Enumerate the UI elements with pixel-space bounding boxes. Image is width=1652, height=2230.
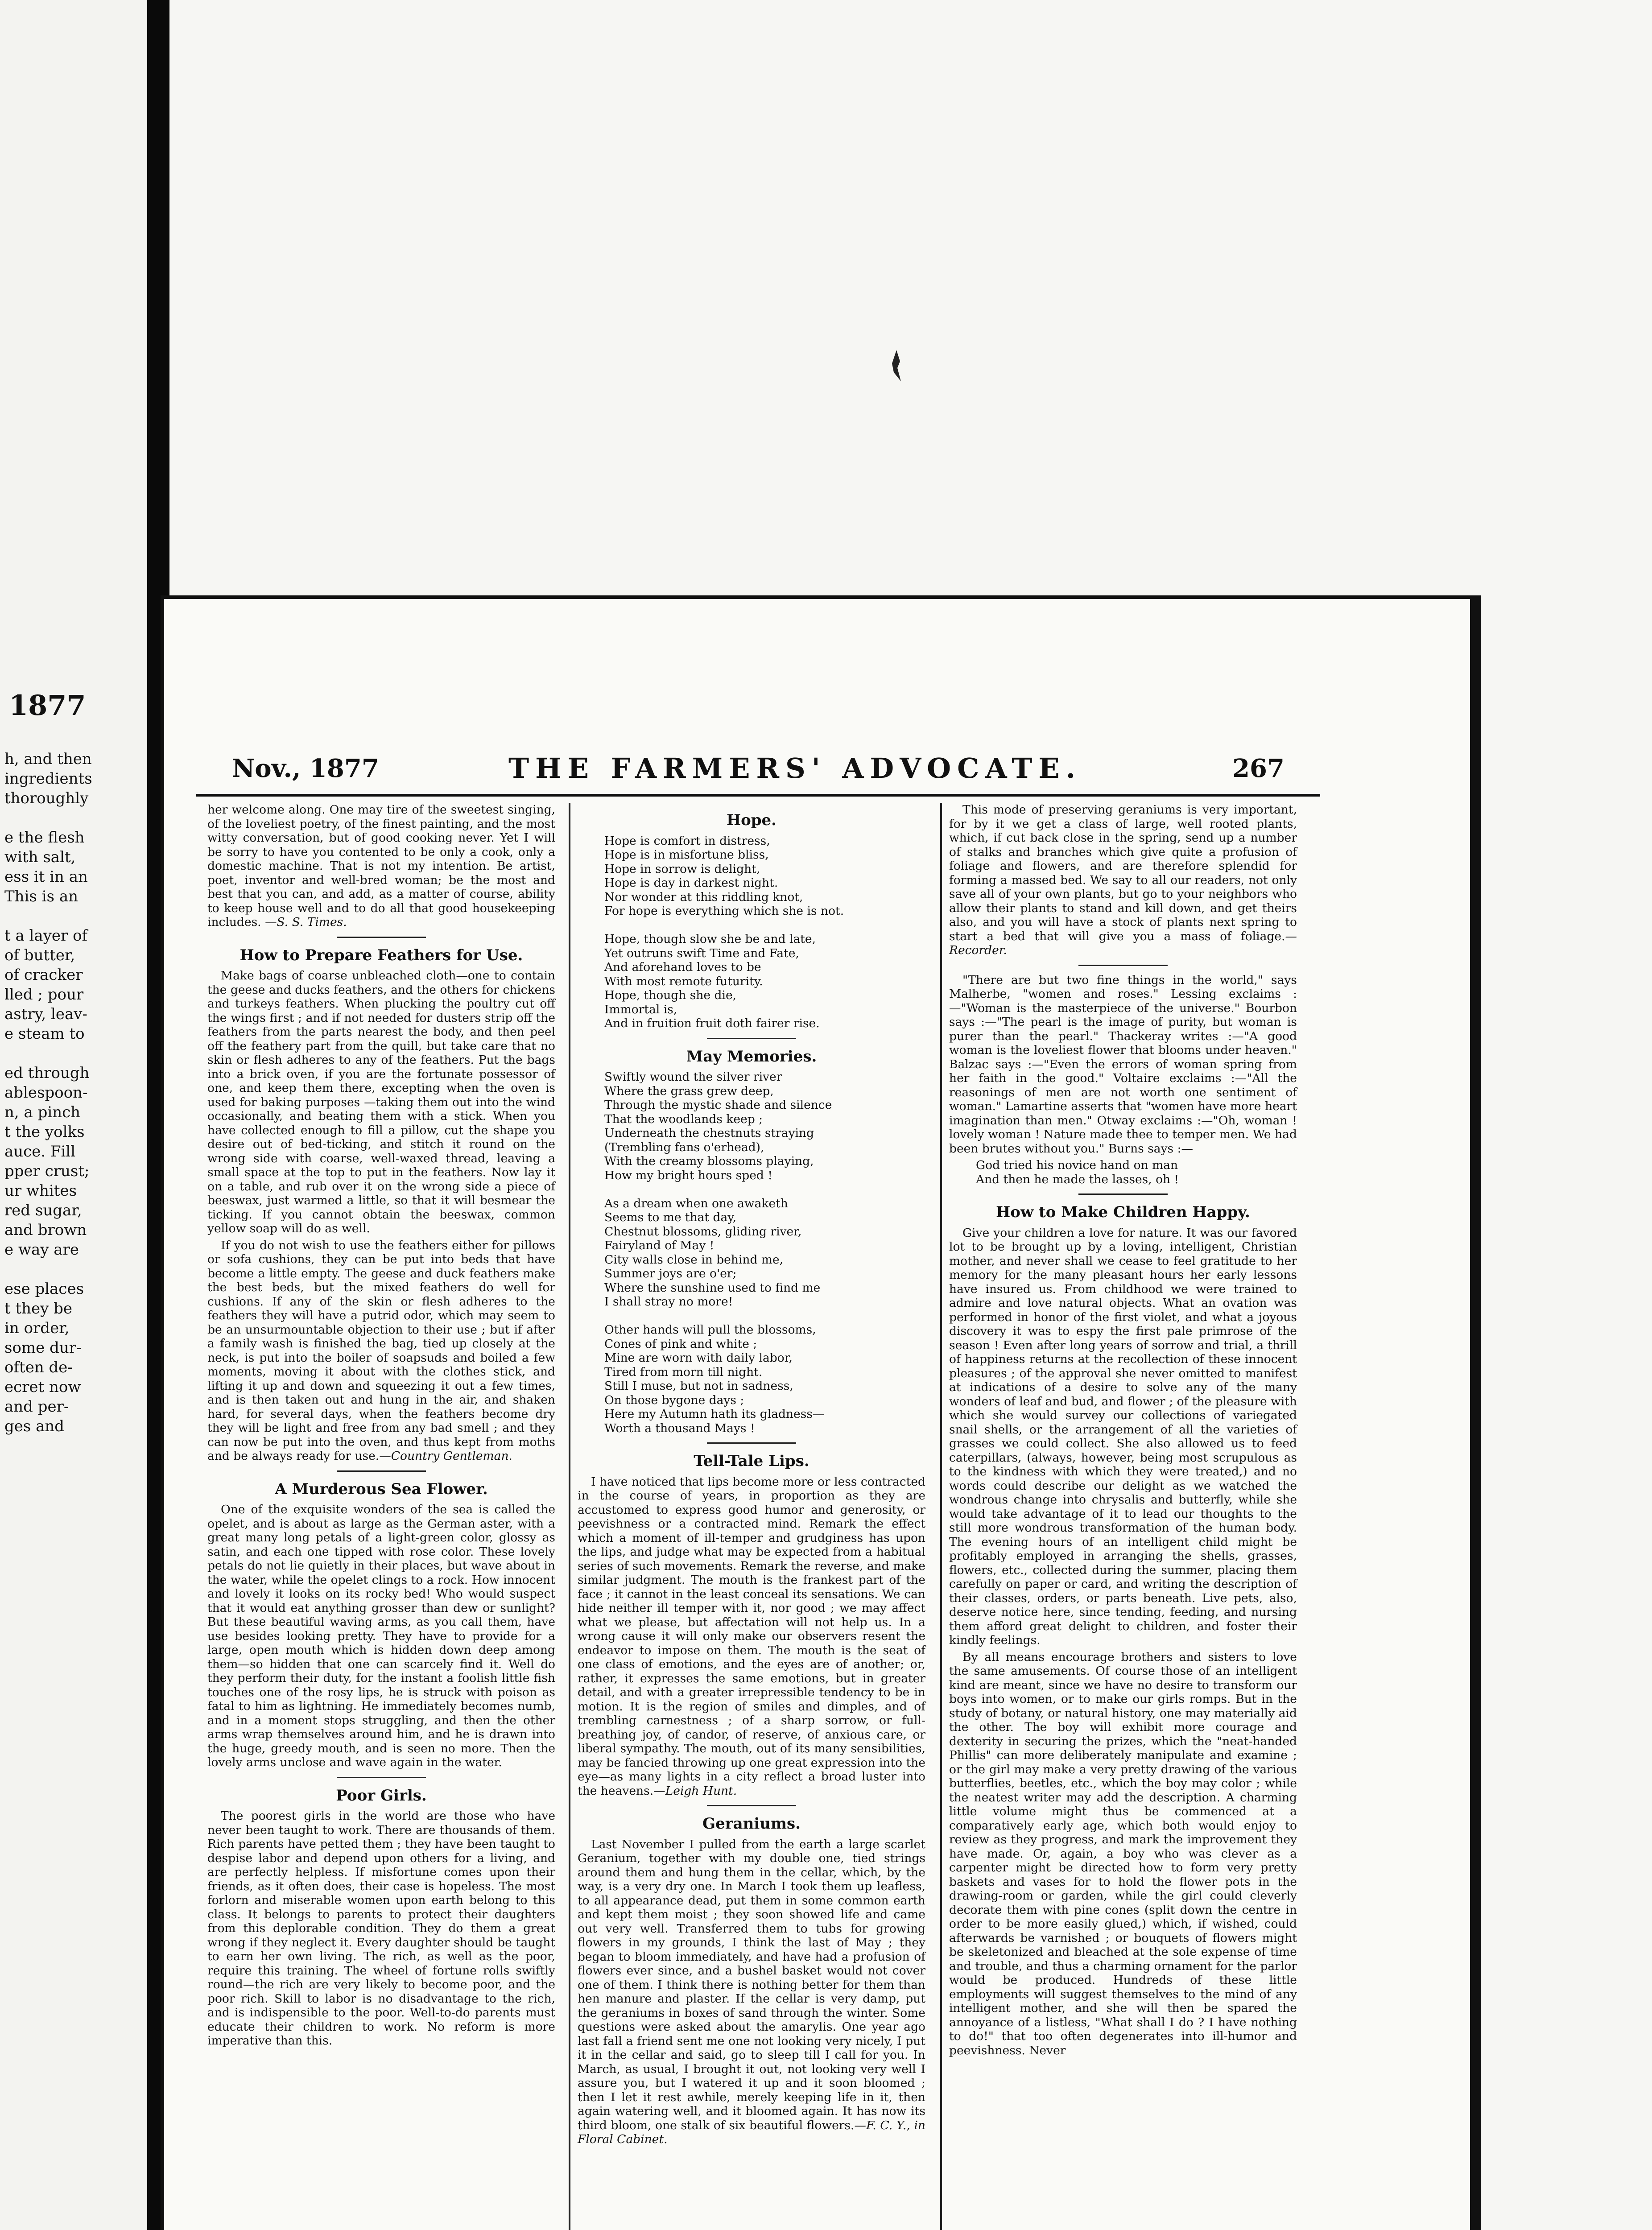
poem-text: Hope is comfort in distress, Hope is in misfortune bliss, Hope in sorrow is delight, Hope is day in darkest night. Nor wonder at this riddling knot, For hope is everything which she is not. Hope, though slow she be and late, Yet outruns swift Time and Fate, And aforehand loves to be With most remote futurity. Hope, though she die, Immortal is, And in fruition fruit doth fairer rise. xyxy=(604,834,844,1030)
article-paragraph: By all means encourage brothers and sisters to love the same amusements. Of course those of an intelligent kind are meant, since we have no desire to transform our boys into women, or to make our girls romps. But in the study of botany, or natural history, one may materially aid the other. The boy will exhibit more courage and dexterity in securing the prizes, which the "neat-handed Phillis" can more deliberately manipulate and examine ; or the girl may make a very pretty drawing of the various butterflies, beetles, etc., which the boy may color ; while the neatest writer may add the description. A charming little volume might thus be commenced at a comparatively early age, which both would enjoy to review as they progress, and mark the improvement they have made. Or, again, a boy who was clever as a carpenter might be directed how to form very pretty baskets and vases for to hold the flower pots in the drawing-room or garden, while the girl could cleverly decorate them with pine cones (split down the centre in order to be more easily glued,) which, if wished, could afterwards be varnished ; or bouquets of flowers might be skeletonized and bleached at the sole expense of time and trouble, and thus a charming ornament for the parlor would be produced. Hundreds of these little employments will suggest themselves to the mind of any intelligent mother, and she will then be spared the annoyance of a listless, "What shall I do ? I have nothing to do!" that too often degenerates into ill-humor and peevishness. Never xyxy=(949,1650,1297,2057)
column-1 xyxy=(207,803,555,2051)
column-3 xyxy=(949,803,1297,2060)
article-paragraph: "There are but two fine things in the world," says Malherbe, "women and roses." Lessing exclaims :—"Woman is the masterpiece of the universe." Bourbon says :—"The pearl is the image of purity, but woman is purer than the pearl." Thackeray writes :—"A good woman is the loveliest flower that blooms under heaven." Balzac says :—"Even the errors of woman spring from her faith in the good." Voltaire exclaims :—"All the reasonings of men are not worth one sentiment of woman." Lamartine asserts that "women have more heart imagination than men." Otway exclaims :—"Oh, woman ! lovely woman ! Nature made thee to temper men. We had been brutes without you." Burns says :— xyxy=(949,973,1297,1156)
article-separator xyxy=(1078,1193,1168,1195)
article-paragraph: This mode of preserving geraniums is very important, for by it we get a class of large, well rooted plants, which, if cut back close in the spring, send up a number of stalks and branches which give quite a profusion of foliage and flowers, and are therefore splendid for forming a massed bed. We say to all our readers, not only save all of your own plants, but go to your neighbors who allow their plants to stand and kill down, and get theirs also, and you will have a stock of plants next spring to start a bed that will give you a mass of foliage.—Recorder. xyxy=(949,803,1297,957)
column-2 xyxy=(578,803,925,2149)
article-separator xyxy=(707,1038,796,1039)
article-separator xyxy=(1078,965,1168,966)
article-paragraph: One of the exquisite wonders of the sea is called the opelet, and is about as large as the German aster, with a great many long petals of a light-green color, glossy as satin, and each one tipped with rose color. These lovely petals do not lie quietly in their places, but wave about in the water, while the opelet clings to a rock. How innocent and lovely it looks on its rocky bed! Who would suspect that it would eat anything grosser than dew or sunlight? But these beautiful waving arms, as you call them, have use besides looking pretty. They have to provide for a large, open mouth which is hidden down deep among them—so hidden that one can scarcely find it. Well do they perform their duty, for the instant a foolish little fish touches one of the rosy lips, he is struck with poison as fatal to him as lightning. He immediately becomes numb, and in a moment stops struggling, and then the other arms wrap themselves around him, and he is drawn into the huge, greedy mouth, and is seen no more. Then the lovely arms unclose and wave again in the water. xyxy=(207,1503,555,1769)
column-divider xyxy=(940,803,942,2230)
article-paragraph: The poorest girls in the world are those who have never been taught to work. There are thousands of them. Rich parents have petted them ; they have been taught to despise labor and depend upon others for a living, and are perfectly helpless. If misfortune comes upon their friends, as it often does, their case is hopeless. The most forlorn and miserable women upon earth belong to this class. It belongs to parents to protect their daughters from this deplorable condition. They do them a great wrong if they neglect it. Every daughter should be taught to earn her own living. The rich, as well as the poor, require this training. The wheel of fortune rolls swiftly round—the rich are very likely to become poor, and the poor rich. Skill to labor is no disadvantage to the rich, and is indispensible to the poor. Well-to-do parents must educate their children to work. No reform is more imperative than this. xyxy=(207,1809,555,2048)
article-paragraph: I have noticed that lips become more or less contracted in the course of years, in proportion as they are accustomed to express good humor and generosity, or peevishness or a contracted mind. Remark the effect which a moment of ill-temper and grudginess has upon the lips, and judge what may be expected from a habitual series of such movements. Remark the reverse, and make similar judgment. The mouth is the frankest part of the face ; it cannot in the least conceal its sensations. We can hide neither ill temper with it, nor good ; we may affect what we please, but affectation will not help us. In a wrong cause it will only make our observers resent the endeavor to impose on them. The mouth is the seat of one class of emotions, and the eyes are of another; or, rather, it expresses the same emotions, but in greater detail, and with a greater irrepressible tendency to be in motion. It is the region of smiles and dimples, and of trembling carnestness ; of a sharp sorrow, or full-breathing joy, of candor, of reserve, of anxious care, or liberal sympathy. The mouth, out of its many sensibilities, may be fancied throwing up one great expression into the eye—as many lights in a city reflect a broad luster into the heavens.—Leigh Hunt. xyxy=(578,1474,925,1798)
article-title: Poor Girls. xyxy=(336,1786,427,1805)
article-paragraph: Give your children a love for nature. It was our favored lot to be brought up by a loving, intelligent, Christian mother, and never shall we cease to feel gratitude to her memory for the many pleasant hours her early lessons have insured us. From childhood we were trained to admire and love natural objects. What an ovation was performed in honor of the first violet, and what a joyous discovery it was to espy the first pale primrose of the season ! Even after long years of sorrow and trial, a thrill of happiness returns at the recollection of these innocent pleasures ; of the approval she never omitted to manifest at indications of a desire to solve any of the many wonders of leaf and bud, and flower ; of the pleasure with which she would survey our collections of variegated snail shells, or the arrangement of all the varieties of grasses we could collect. She also allowed us to feed caterpillars, (always, however, being most scrupulous as to the kindness with which they were treated,) and no words could describe our delight as we watched the wondrous change into chrysalis and butterfly, while she would take advantage of it to lead our thoughts to the still more wondrous transformation of the human body. The evening hours of an intelligent child might be profitably employed in arranging the shells, grasses, flowers, etc., collected during the summer, placing them carefully on paper or card, and writing the description of their classes, orders, or parts beneath. Live pets, also, deserve notice here, since tending, feeding, and nursing them afford great delight to children, and foster their kindly feelings. xyxy=(949,1226,1297,1647)
article-title: How to Make Children Happy. xyxy=(996,1203,1250,1221)
poem-title: May Memories. xyxy=(686,1047,817,1065)
article-title: How to Prepare Feathers for Use. xyxy=(240,946,523,964)
article-separator xyxy=(707,1442,796,1444)
page-number: 267 xyxy=(1232,754,1284,783)
article-paragraph: her welcome along. One may tire of the sweetest singing, of the loveliest poetry, of the finest painting, and the most witty conversation, but of good cooking never. Yet I will be sorry to have you contented to be only a cook, only a domestic machine. That is not my intention. Be artist, poet, inventor and well-bred woman; be the most and best that you can, and add, as a matter of course, ability to keep house well and to do all that good housekeeping includes. —S. S. Times. xyxy=(207,803,555,929)
article-title: Geraniums. xyxy=(702,1815,801,1833)
left-page-year: 1877 xyxy=(9,689,86,722)
article-separator xyxy=(707,1805,796,1806)
poem-text: God tried his novice hand on man And then he made the lasses, oh ! xyxy=(976,1158,1179,1186)
article-title: A Murderous Sea Flower. xyxy=(275,1480,488,1498)
page-header xyxy=(232,754,1302,794)
poem-text: Swiftly wound the silver river Where the grass grew deep, Through the mystic shade and silence That the woodlands keep ; Underneath the chestnuts straying (Trembling fans o'erhead), With the creamy blossoms playing, How my bright hours sped ! As a dream when one awaketh Seems to me that day, Chestnut blossoms, gliding river, Fairyland of May ! City walls close in behind me, Summer joys are o'er; Where the sunshine used to find me I shall stray no more! Other hands will pull the blossoms, Cones of pink and white ; Mine are worn with daily labor, Tired from morn till night. Still I muse, but not in sadness, On those bygone days ; Here my Autumn hath its gladness— Worth a thousand Mays ! xyxy=(604,1070,832,1435)
masthead-title: THE FARMERS' ADVOCATE. xyxy=(508,752,1082,785)
column-divider xyxy=(569,803,570,2230)
article-separator xyxy=(337,937,426,938)
ink-blot xyxy=(888,348,905,384)
left-page-text: h, and then ingredients thoroughly e the flesh with salt, ess it in an This is an t a layer of of butter, of cracker lled ; pour astry, leav- e steam to ed through ablespoon- n, a pinch t the yolks auce. Fill pper crust; ur whites red sugar, and brown e way are ese places t they be in order, some dur- often de- ecret now and per- ges and xyxy=(4,750,92,1435)
header-rule xyxy=(196,794,1320,797)
issue-date: Nov., 1877 xyxy=(232,754,379,783)
article-paragraph: Make bags of coarse unbleached cloth—one to contain the geese and ducks feathers, and the others for chickens and turkeys feathers. When plucking the poultry cut off the wings first ; and if not needed for dusters strip off the feathers from the parts nearest the body, and then peel off the feathery part from the quill, but take care that no skin or flesh adheres to any of the feathers. Put the bags into a brick oven, if you are the fortunate possessor of one, and keep them there, excepting when the oven is used for baking purposes —taking them out into the wind occasionally, and beating them with a stick. When you have collected enough to fill a pillow, cut the shape you desire out of bed-ticking, and stitch it round on the wrong side with coarse, well-waxed thread, leaving a small space at the top to put in the feathers. Now lay it on a table, and rub over it on the wrong side a piece of beeswax, just warmed a little, so that it will besmear the ticking. If you cannot obtain the beeswax, common yellow soap will do as well. xyxy=(207,969,555,1235)
poem-title: Hope. xyxy=(726,811,777,829)
article-paragraph: Last November I pulled from the earth a large scarlet Geranium, together with my double one, tied strings around them and hung them in the cellar, which, by the way, is a very dry one. In March I took them up leafless, to all appearance dead, put them in some common earth and kept them moist ; they soon showed life and came out very well. Transferred them to tubs for growing flowers in my grounds, I think the last of May ; they began to bloom immediately, and have had a profusion of flowers ever since, and a bushel basket would not cover one of them. I think there is nothing better for them than hen manure and plaster. If the cellar is very damp, put the geraniums in boxes of sand through the winter. Some questions were asked about the amarylis. One year ago last fall a friend sent me one not looking very nicely, I put it in the cellar and said, go to sleep till I call for you. In March, as usual, I brought it out, not looking very well I assure you, but I watered it up and it soon bloomed ; then I let it rest awhile, merely keeping life in it, then again watering well, and it bloomed again. It has now its third bloom, one stalk of six beautiful flowers.—F. C. Y., in Floral Cabinet. xyxy=(578,1837,925,2146)
article-separator xyxy=(337,1470,426,1472)
article-paragraph: If you do not wish to use the feathers either for pillows or sofa cushions, they can be put into beds that have become a little empty. The geese and duck feathers make the best beds, but the mixed feathers do well for cushions. If any of the skin or flesh adheres to the feathers they will have a putrid odor, which may seem to be an unsurmountable objection to their use ; but if after a family wash is finished the bag, tied up closely at the neck, is put into the boiler of soapsuds and boiled a few moments, moving it about with the clothes stick, and lifting it up and down and squeezing it out a few times, and is then taken out and hung in the air, and shaken hard, for several days, when the feathers become dry they will be light and free from any bad smell ; and they can now be put into the oven, and thus kept from moths and be always ready for use.—Country Gentleman. xyxy=(207,1238,555,1463)
left-page-fragment xyxy=(0,0,147,2230)
article-title: Tell-Tale Lips. xyxy=(694,1452,809,1470)
article-separator xyxy=(337,1777,426,1778)
